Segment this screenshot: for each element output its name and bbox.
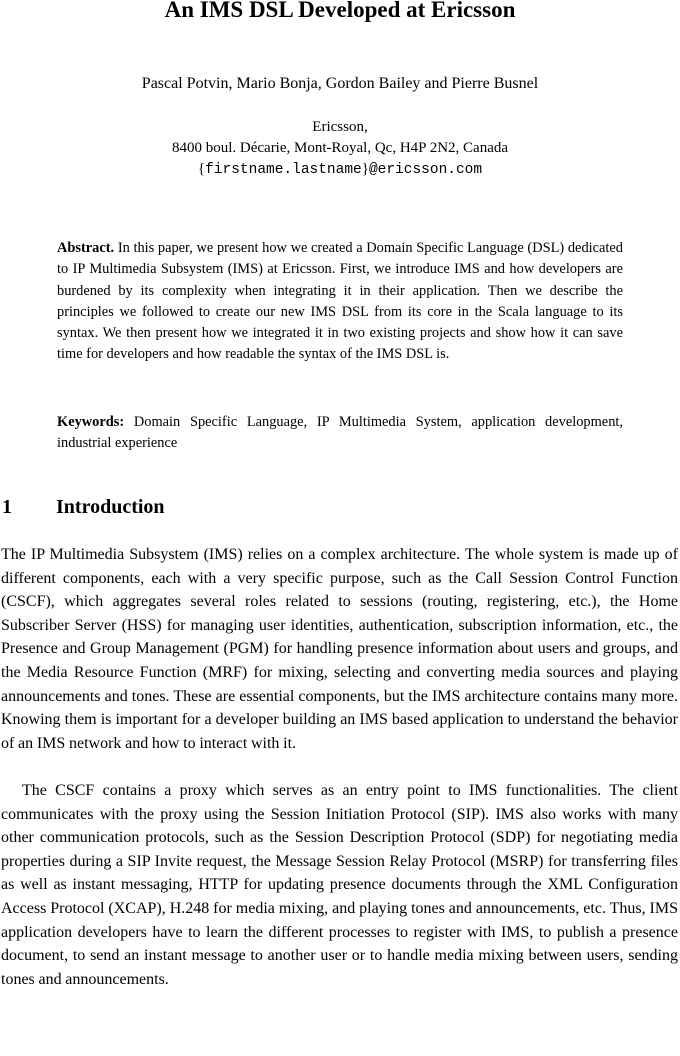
body-paragraph: The IP Multimedia Subsystem (IMS) relies on a complex architecture. The whole system is made up of different components, each with a very specific purpose, such as the Call Session Control Function (CSCF), which aggregates several roles related to sessions (routing, registering, etc.), the Home Subscriber Server (HSS) for managing user identities, authentication, subscription information, etc., the Presence and Group Management (PGM) for handling presence information about users and groups, and the Media Resource Function (MRF) for mixing, selecting and converting media sources and playing announcements and tones. These are essential components, but the IMS architecture contains many more. Knowing them is important for a developer building an IMS based application to understand the behavior of an IMS network and how to interact with it.	[1, 546, 678, 752]
affiliation	[0, 117, 680, 181]
email-user: firstname.lastname	[205, 162, 362, 178]
body-paragraph: The CSCF contains a proxy which serves as an entry point to IMS functionalities. The client communicates with the proxy using the Session Initiation Protocol (SIP). IMS also works with many other communication protocols, such as the Session Description Protocol (SDP) for negotiating media properties during a SIP Invite request, the Message Session Relay Protocol (MSRP) for transferring files as well as instant messaging, HTTP for updating presence documents through the XML Configuration Access Protocol (XCAP), H.248 for media mixing, and playing tones and announcements, etc. Thus, IMS application developers have to learn the different processes to register with IMS, to publish a presence document, to send an instant message to another user or to handle media mixing between users, sending tones and announcements.	[1, 782, 678, 988]
abstract-label: Abstract.	[57, 240, 115, 256]
email-brace-open: {	[197, 161, 206, 177]
abstract-text: In this paper, we present how we created a Domain Specific Language (DSL) dedicated to IP Multimedia Subsystem (IMS) at Ericsson. First, we introduce IMS and how developers are burdened by its complexity when integrating it in their application. Then we describe the principles we followed to create our new IMS DSL from its core in the Scala language to its syntax. We then present how we integrated it in two existing projects and show how it can save time for developers and how readable the syntax of the IMS DSL is.	[57, 240, 623, 363]
section-heading	[2, 493, 672, 521]
keywords-text: Domain Specific Language, IP Multimedia System, application development, industrial experience	[57, 414, 623, 452]
keywords	[57, 412, 623, 455]
abstract	[57, 238, 623, 366]
section-title: Introduction	[56, 496, 165, 518]
keywords-label: Keywords:	[57, 414, 125, 430]
paper-title: An IMS DSL Developed at Ericsson	[164, 0, 516, 22]
affiliation-address: 8400 boul. Décarie, Mont-Royal, Qc, H4P 2N2, Canada	[171, 140, 509, 156]
affiliation-org: Ericsson,	[312, 119, 368, 135]
email-domain: @ericsson.com	[368, 162, 483, 178]
affiliation-email	[0, 159, 680, 181]
section-number: 1	[2, 496, 12, 518]
email-brace-close: }	[361, 161, 369, 177]
author-list: Pascal Potvin, Mario Bonja, Gordon Bailey and Pierre Busnel	[141, 75, 539, 92]
